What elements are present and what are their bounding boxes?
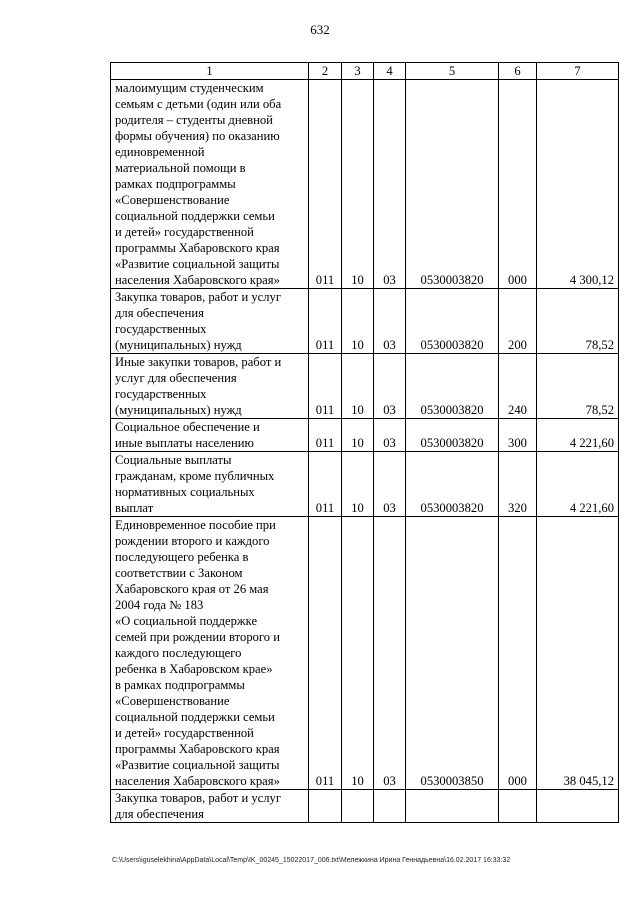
description-line: социальной поддержки семьи bbox=[115, 209, 275, 223]
description-line: для обеспечения bbox=[115, 306, 204, 320]
description-line: Хабаровского края от 26 мая bbox=[115, 582, 269, 596]
amount-cell: 4 221,60 bbox=[537, 419, 619, 452]
subsection-cell: 03 bbox=[374, 354, 406, 419]
expense-type-cell: 200 bbox=[499, 289, 537, 354]
description-line: Социальное обеспечение и bbox=[115, 420, 260, 434]
description-line: материальной помощи в bbox=[115, 161, 246, 175]
target-article-cell: 0530003820 bbox=[406, 452, 499, 517]
description-line: Иные закупки товаров, работ и bbox=[115, 355, 282, 369]
description-line: семей при рождении второго и bbox=[115, 630, 280, 644]
table-row bbox=[111, 790, 619, 823]
subsection-cell: 03 bbox=[374, 419, 406, 452]
subsection-cell: 03 bbox=[374, 289, 406, 354]
amount-cell: 78,52 bbox=[537, 289, 619, 354]
expense-type-cell: 000 bbox=[499, 80, 537, 289]
header-cell: 1 bbox=[111, 63, 309, 80]
description-line: услуг для обеспечения bbox=[115, 371, 237, 385]
description-line: малоимущим студенческим bbox=[115, 81, 264, 95]
description-line: программы Хабаровского края bbox=[115, 241, 280, 255]
subsection-cell: 03 bbox=[374, 80, 406, 289]
description-line: «Совершенствование bbox=[115, 193, 230, 207]
description-line: (муниципальных) нужд bbox=[115, 338, 242, 352]
admin-code-cell: 011 bbox=[309, 289, 342, 354]
header-cell: 2 bbox=[309, 63, 342, 80]
row-description bbox=[111, 790, 309, 823]
description-line: семьям с детьми (один или оба bbox=[115, 97, 282, 111]
section-cell: 10 bbox=[342, 452, 374, 517]
description-line: рождении второго и каждого bbox=[115, 534, 270, 548]
description-line: последующего ребенка в bbox=[115, 550, 249, 564]
description-line: рамках подпрограммы bbox=[115, 177, 236, 191]
header-row bbox=[111, 63, 619, 80]
description-line: программы Хабаровского края bbox=[115, 742, 280, 756]
section-cell: 10 bbox=[342, 354, 374, 419]
description-line: формы обучения) по оказанию bbox=[115, 129, 280, 143]
header-cell: 3 bbox=[342, 63, 374, 80]
section-cell: 10 bbox=[342, 517, 374, 790]
description-line: соответствии с Законом bbox=[115, 566, 243, 580]
admin-code-cell bbox=[309, 790, 342, 823]
subsection-cell: 03 bbox=[374, 452, 406, 517]
admin-code-cell: 011 bbox=[309, 452, 342, 517]
description-line: «Развитие социальной защиты bbox=[115, 758, 280, 772]
row-description bbox=[111, 289, 309, 354]
description-line: «Развитие социальной защиты bbox=[115, 257, 280, 271]
amount-cell: 38 045,12 bbox=[537, 517, 619, 790]
target-article-cell: 0530003820 bbox=[406, 354, 499, 419]
amount-cell: 78,52 bbox=[537, 354, 619, 419]
row-description bbox=[111, 452, 309, 517]
section-cell: 10 bbox=[342, 80, 374, 289]
table-body bbox=[111, 80, 619, 823]
target-article-cell bbox=[406, 790, 499, 823]
description-line: Единовременное пособие при bbox=[115, 518, 276, 532]
budget-table bbox=[110, 62, 619, 823]
description-line: населения Хабаровского края» bbox=[115, 774, 280, 788]
description-line: «Совершенствование bbox=[115, 694, 230, 708]
admin-code-cell: 011 bbox=[309, 354, 342, 419]
target-article-cell: 0530003850 bbox=[406, 517, 499, 790]
description-line: (муниципальных) нужд bbox=[115, 403, 242, 417]
admin-code-cell: 011 bbox=[309, 419, 342, 452]
description-line: выплат bbox=[115, 501, 154, 515]
admin-code-cell: 011 bbox=[309, 517, 342, 790]
description-line: государственных bbox=[115, 387, 207, 401]
table-row bbox=[111, 419, 619, 452]
section-cell bbox=[342, 790, 374, 823]
target-article-cell: 0530003820 bbox=[406, 80, 499, 289]
description-line: Закупка товаров, работ и услуг bbox=[115, 290, 281, 304]
table-row bbox=[111, 354, 619, 419]
description-line: Социальные выплаты bbox=[115, 453, 232, 467]
description-line: населения Хабаровского края» bbox=[115, 273, 280, 287]
expense-type-cell: 300 bbox=[499, 419, 537, 452]
description-line: Закупка товаров, работ и услуг bbox=[115, 791, 281, 805]
amount-cell: 4 221,60 bbox=[537, 452, 619, 517]
amount-cell bbox=[537, 790, 619, 823]
page-number: 632 bbox=[310, 22, 330, 37]
subsection-cell: 03 bbox=[374, 517, 406, 790]
description-line: нормативных социальных bbox=[115, 485, 255, 499]
description-line: иные выплаты населению bbox=[115, 436, 254, 450]
header-cell: 7 bbox=[537, 63, 619, 80]
description-line: «О социальной поддержке bbox=[115, 614, 258, 628]
description-line: в рамках подпрограммы bbox=[115, 678, 245, 692]
table-row bbox=[111, 452, 619, 517]
row-description bbox=[111, 419, 309, 452]
row-description bbox=[111, 354, 309, 419]
description-line: 2004 года № 183 bbox=[115, 598, 204, 612]
header-cell: 4 bbox=[374, 63, 406, 80]
description-line: гражданам, кроме публичных bbox=[115, 469, 275, 483]
footer-path: C:\Users\iguselekhina\AppData\Local\Temp\IK_00245_15022017_006.txt\Мележкина Ирина Геннадьевна\16.02.2017 16:33:32 bbox=[112, 857, 511, 864]
description-line: социальной поддержки семьи bbox=[115, 710, 275, 724]
row-description bbox=[111, 80, 309, 289]
description-line: и детей» государственной bbox=[115, 726, 254, 740]
subsection-cell bbox=[374, 790, 406, 823]
description-line: и детей» государственной bbox=[115, 225, 254, 239]
description-line: родителя – студенты дневной bbox=[115, 113, 273, 127]
header-cell: 5 bbox=[406, 63, 499, 80]
expense-type-cell bbox=[499, 790, 537, 823]
header-cell: 6 bbox=[499, 63, 537, 80]
section-cell: 10 bbox=[342, 289, 374, 354]
row-description bbox=[111, 517, 309, 790]
admin-code-cell: 011 bbox=[309, 80, 342, 289]
description-line: каждого последующего bbox=[115, 646, 242, 660]
target-article-cell: 0530003820 bbox=[406, 289, 499, 354]
description-line: ребенка в Хабаровском крае» bbox=[115, 662, 273, 676]
expense-type-cell: 240 bbox=[499, 354, 537, 419]
section-cell: 10 bbox=[342, 419, 374, 452]
description-line: единовременной bbox=[115, 145, 205, 159]
amount-cell: 4 300,12 bbox=[537, 80, 619, 289]
expense-type-cell: 320 bbox=[499, 452, 537, 517]
description-line: государственных bbox=[115, 322, 207, 336]
expense-type-cell: 000 bbox=[499, 517, 537, 790]
table-row bbox=[111, 517, 619, 790]
table-row bbox=[111, 289, 619, 354]
description-line: для обеспечения bbox=[115, 807, 204, 821]
table-row bbox=[111, 80, 619, 289]
target-article-cell: 0530003820 bbox=[406, 419, 499, 452]
